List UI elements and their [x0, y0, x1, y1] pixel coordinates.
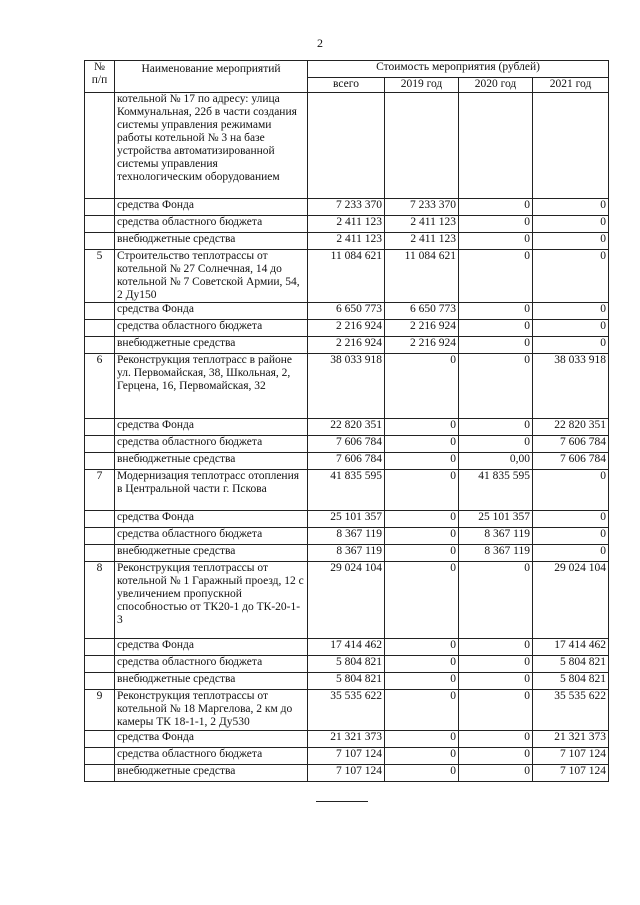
cell-name: внебюджетные средства: [115, 673, 308, 690]
header-2020: 2020 год: [459, 78, 533, 93]
cell-y2021: 0: [533, 199, 609, 216]
cell-y2020: 0: [459, 250, 533, 303]
cell-y2020: 0: [459, 303, 533, 320]
cell-y2020: 0: [459, 436, 533, 453]
cell-y2019: [385, 93, 459, 199]
cell-num: [85, 320, 115, 337]
cell-y2019: 0: [385, 731, 459, 748]
table-row: [85, 436, 609, 453]
cell-num: [85, 528, 115, 545]
cell-name: средства Фонда: [115, 199, 308, 216]
cell-num: [85, 545, 115, 562]
table-row-measure: [85, 690, 609, 731]
cell-y2019: 6 650 773: [385, 303, 459, 320]
cell-y2019: 0: [385, 470, 459, 511]
cell-name: Реконструкция теплотрассы от котельной № 18 Маргелова, 2 км до камеры ТК 18-1-1, 2 Ду530: [115, 690, 308, 731]
cell-y2019: 0: [385, 545, 459, 562]
cell-y2021: 5 804 821: [533, 673, 609, 690]
cell-y2020: 0,00: [459, 453, 533, 470]
cell-num: 9: [85, 690, 115, 731]
table-row: [85, 337, 609, 354]
cell-num: [85, 436, 115, 453]
cell-name: средства областного бюджета: [115, 656, 308, 673]
cell-total: 2 411 123: [308, 233, 385, 250]
cell-num: [85, 511, 115, 528]
cell-y2021: 7 107 124: [533, 765, 609, 782]
cell-total: 21 321 373: [308, 731, 385, 748]
cell-y2021: 29 024 104: [533, 562, 609, 639]
cell-y2020: 0: [459, 216, 533, 233]
table-row-measure: [85, 562, 609, 639]
cell-y2019: 0: [385, 354, 459, 419]
cell-y2019: 0: [385, 453, 459, 470]
cell-y2020: 0: [459, 765, 533, 782]
cell-y2021: 5 804 821: [533, 656, 609, 673]
cell-y2021: 0: [533, 303, 609, 320]
table-row: [85, 320, 609, 337]
cell-total: 2 216 924: [308, 320, 385, 337]
cell-name: средства областного бюджета: [115, 216, 308, 233]
cell-total: 7 107 124: [308, 765, 385, 782]
table-row: [85, 511, 609, 528]
table-row: [85, 639, 609, 656]
cell-name: средства областного бюджета: [115, 528, 308, 545]
cell-name: средства областного бюджета: [115, 436, 308, 453]
table-header: [85, 61, 609, 93]
cell-y2021: 7 606 784: [533, 453, 609, 470]
cell-name: средства областного бюджета: [115, 748, 308, 765]
cell-total: 8 367 119: [308, 545, 385, 562]
cell-y2019: 2 411 123: [385, 233, 459, 250]
table-row-measure: [85, 470, 609, 511]
cell-y2019: 0: [385, 528, 459, 545]
header-2021: 2021 год: [533, 78, 609, 93]
cell-total: 7 233 370: [308, 199, 385, 216]
cell-name: средства Фонда: [115, 511, 308, 528]
cell-num: [85, 303, 115, 320]
cell-total: 29 024 104: [308, 562, 385, 639]
cell-y2021: 7 107 124: [533, 748, 609, 765]
cell-num: [85, 216, 115, 233]
table-row: [85, 656, 609, 673]
cell-total: 5 804 821: [308, 673, 385, 690]
cell-name: Реконструкция теплотрасс в районе ул. Первомайская, 38, Школьная, 2, Герцена, 16, Первомайская, 32: [115, 354, 308, 419]
header-num: № п/п: [85, 61, 115, 93]
cell-y2020: 0: [459, 233, 533, 250]
cell-y2021: 0: [533, 470, 609, 511]
cell-total: 7 606 784: [308, 453, 385, 470]
cell-y2021: 22 820 351: [533, 419, 609, 436]
cell-y2020: 25 101 357: [459, 511, 533, 528]
cell-y2019: 0: [385, 511, 459, 528]
cell-num: [85, 93, 115, 199]
table-row: [85, 748, 609, 765]
header-2019: 2019 год: [385, 78, 459, 93]
cell-total: 7 606 784: [308, 436, 385, 453]
cell-y2021: 0: [533, 233, 609, 250]
header-name: Наименование мероприятий: [115, 61, 308, 93]
cell-total: 38 033 918: [308, 354, 385, 419]
cell-num: 6: [85, 354, 115, 419]
cell-total: 22 820 351: [308, 419, 385, 436]
cell-y2020: 0: [459, 656, 533, 673]
cell-y2020: 0: [459, 673, 533, 690]
cell-name: внебюджетные средства: [115, 765, 308, 782]
cell-name: внебюджетные средства: [115, 545, 308, 562]
bottom-divider: [316, 801, 368, 802]
cell-y2019: 7 233 370: [385, 199, 459, 216]
table-row: [85, 765, 609, 782]
cell-y2021: 0: [533, 528, 609, 545]
cell-y2021: [533, 93, 609, 199]
cell-y2020: 0: [459, 639, 533, 656]
table-row: [85, 216, 609, 233]
table-row: [85, 453, 609, 470]
cell-y2021: 0: [533, 337, 609, 354]
cell-y2021: 0: [533, 250, 609, 303]
cell-y2021: 7 606 784: [533, 436, 609, 453]
cell-y2020: 41 835 595: [459, 470, 533, 511]
cell-name: средства Фонда: [115, 419, 308, 436]
cell-name: средства областного бюджета: [115, 320, 308, 337]
cell-num: 7: [85, 470, 115, 511]
cell-y2021: 0: [533, 320, 609, 337]
cell-y2019: 2 216 924: [385, 337, 459, 354]
cell-num: [85, 639, 115, 656]
cell-name: средства Фонда: [115, 731, 308, 748]
cell-name: внебюджетные средства: [115, 453, 308, 470]
cell-y2019: 0: [385, 748, 459, 765]
cell-y2020: 0: [459, 731, 533, 748]
cell-num: [85, 453, 115, 470]
cell-y2019: 0: [385, 436, 459, 453]
cell-num: [85, 748, 115, 765]
table-row: [85, 673, 609, 690]
table-row: [85, 303, 609, 320]
cell-num: 8: [85, 562, 115, 639]
table-row-measure: [85, 250, 609, 303]
cell-y2019: 0: [385, 419, 459, 436]
table-row: [85, 528, 609, 545]
cell-y2021: 0: [533, 511, 609, 528]
cell-y2020: 0: [459, 199, 533, 216]
table-body: [85, 93, 609, 782]
funding-table: [84, 60, 609, 782]
cell-y2020: 0: [459, 690, 533, 731]
cell-y2021: 21 321 373: [533, 731, 609, 748]
cell-y2021: 38 033 918: [533, 354, 609, 419]
table-row: [85, 545, 609, 562]
cell-total: 41 835 595: [308, 470, 385, 511]
table-row: [85, 419, 609, 436]
table-row: [85, 731, 609, 748]
cell-total: 5 804 821: [308, 656, 385, 673]
page-number: 2: [317, 36, 323, 50]
cell-num: [85, 765, 115, 782]
cell-name: котельной № 17 по адресу: улица Коммунальная, 22б в части создания системы управления режимами работы котельной № 3 на базе устройства автоматизированной системы управления технологическим оборудованием: [115, 93, 308, 199]
cell-total: 35 535 622: [308, 690, 385, 731]
cell-total: 6 650 773: [308, 303, 385, 320]
cell-y2019: 2 216 924: [385, 320, 459, 337]
cell-total: 11 084 621: [308, 250, 385, 303]
cell-y2020: 0: [459, 419, 533, 436]
cell-y2019: 0: [385, 639, 459, 656]
cell-y2020: 0: [459, 320, 533, 337]
cell-name: внебюджетные средства: [115, 233, 308, 250]
cell-y2020: 0: [459, 354, 533, 419]
cell-y2021: 17 414 462: [533, 639, 609, 656]
cell-y2021: 35 535 622: [533, 690, 609, 731]
cell-name: внебюджетные средства: [115, 337, 308, 354]
cell-name: средства Фонда: [115, 303, 308, 320]
cell-total: 25 101 357: [308, 511, 385, 528]
cell-y2019: 2 411 123: [385, 216, 459, 233]
cell-y2021: 0: [533, 545, 609, 562]
cell-total: 7 107 124: [308, 748, 385, 765]
cell-num: [85, 731, 115, 748]
cell-total: 2 216 924: [308, 337, 385, 354]
table-row-measure: [85, 354, 609, 419]
cell-num: 5: [85, 250, 115, 303]
cell-y2020: 0: [459, 748, 533, 765]
cell-name: Строительство теплотрассы от котельной № 27 Солнечная, 14 до котельной № 7 Советской Армии, 54, 2 Ду150: [115, 250, 308, 303]
cell-y2019: 0: [385, 673, 459, 690]
cell-y2020: [459, 93, 533, 199]
cell-name: Модернизация теплотрасс отопления в Центральной части г. Пскова: [115, 470, 308, 511]
cell-num: [85, 419, 115, 436]
cell-total: [308, 93, 385, 199]
cell-y2019: 11 084 621: [385, 250, 459, 303]
cell-y2020: 0: [459, 337, 533, 354]
cell-num: [85, 199, 115, 216]
cell-num: [85, 233, 115, 250]
cell-total: 2 411 123: [308, 216, 385, 233]
cell-y2019: 0: [385, 765, 459, 782]
cell-y2020: 8 367 119: [459, 528, 533, 545]
table-row: [85, 93, 609, 199]
cell-total: 8 367 119: [308, 528, 385, 545]
cell-name: Реконструкция теплотрассы от котельной № 1 Гаражный проезд, 12 с увеличением пропускной способностью от ТК20-1 до ТК-20-1-3: [115, 562, 308, 639]
cell-y2019: 0: [385, 562, 459, 639]
cell-total: 17 414 462: [308, 639, 385, 656]
header-total: всего: [308, 78, 385, 93]
cell-y2020: 0: [459, 562, 533, 639]
cell-y2019: 0: [385, 690, 459, 731]
cell-num: [85, 656, 115, 673]
header-cost: Стоимость мероприятия (рублей): [308, 61, 609, 78]
table-row: [85, 199, 609, 216]
cell-y2021: 0: [533, 216, 609, 233]
cell-num: [85, 673, 115, 690]
cell-y2019: 0: [385, 656, 459, 673]
table-row: [85, 233, 609, 250]
cell-num: [85, 337, 115, 354]
cell-name: средства Фонда: [115, 639, 308, 656]
cell-y2020: 8 367 119: [459, 545, 533, 562]
